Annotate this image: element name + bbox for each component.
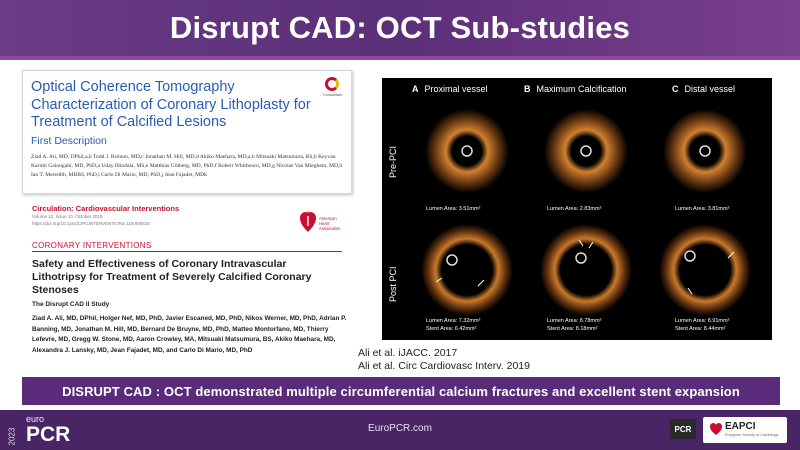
heart-icon xyxy=(709,422,723,436)
column-header-b: B Maximum Calcification xyxy=(524,84,627,94)
footer xyxy=(0,410,800,450)
heart-torch-icon xyxy=(299,208,317,234)
logo-year: 2023 xyxy=(7,427,17,446)
logo-pcr: PCR xyxy=(26,423,71,446)
reference-1: Ali et al. iJACC. 2017 xyxy=(358,347,458,359)
conclusion-banner: DISRUPT CAD : OCT demonstrated multiple circumferential calcium fractures and excellent stent expansion xyxy=(22,377,780,405)
row-label-post: Post PCI xyxy=(388,266,398,302)
crossmark-label: CrossMark xyxy=(323,92,343,97)
journal-doi: https://doi.org/10.1161/CIRCINTERVENTIONS.119.008434 xyxy=(32,221,150,226)
logo-euro: euro xyxy=(26,414,45,424)
lumen-area-post-a: Lumen Area: 7.32mm² xyxy=(426,318,481,324)
article-title: Safety and Effectiveness of Coronary Intravascular Lithotripsy for Treatment of Severely Calcified Coronary Stenoses xyxy=(32,258,312,296)
footer-site-link[interactable]: EuroPCR.com xyxy=(368,423,432,434)
aha-logo xyxy=(299,208,359,238)
oct-frame-pre-proximal xyxy=(408,104,526,204)
pcr-badge: PCR xyxy=(670,419,696,439)
article-section: CORONARY INTERVENTIONS xyxy=(32,241,152,250)
eapci-name: EAPCI xyxy=(725,421,756,432)
stent-area-post-c: Stent Area: 8.44mm² xyxy=(675,326,726,332)
paper-card-jacc xyxy=(22,70,352,194)
aha-text-3: Association. xyxy=(319,226,342,231)
row-label-pre: Pre-PCI xyxy=(388,145,398,178)
paper-subtitle: First Description xyxy=(31,134,107,147)
slide-title: Disrupt CAD: OCT Sub-studies xyxy=(169,10,631,45)
journal-name: Circulation: Cardiovascular Interventions xyxy=(32,204,180,213)
oct-frame-pre-maxcalc xyxy=(527,104,645,204)
crossmark-icon xyxy=(323,77,341,101)
references xyxy=(358,347,530,373)
section-divider xyxy=(32,251,342,252)
eapci-logo xyxy=(703,417,787,443)
oct-frame-post-proximal xyxy=(408,220,526,320)
stent-area-post-a: Stent Area: 6.42mm² xyxy=(426,326,477,332)
aha-text-2: Heart xyxy=(319,221,330,226)
column-header-a: A Proximal vessel xyxy=(412,84,488,94)
lumen-area-post-b: Lumen Area: 8.78mm² xyxy=(547,318,602,324)
reference-2: Ali et al. Circ Cardiovasc Interv. 2019 xyxy=(358,360,530,372)
eapci-subtitle: European Society of Cardiology xyxy=(725,433,779,437)
aha-text-1: American xyxy=(319,216,337,221)
slide-title-bar xyxy=(0,0,800,60)
paper-authors: Ziad A. Ali, MD, DPhil,a,b Todd J. Brinton, MD,c Jonathan M. Hill, MD,d Akiko Maehara, MD,a,b Mitsuaki Matsumura, BS,b Keyvan Karimi Galougahi, MD, PhD,a Uday Illindala, MS,e Matthias Götberg, MD, PhD,f Robert Whitbourn, MD,g Nicolas Van Mieghem, MD,h Ian T. Meredith, MBBS, PhD,i Carlo Di Mario, MD, PhD,j Jean Fajadet, MDk xyxy=(31,153,343,178)
lumen-area-post-c: Lumen Area: 8.91mm² xyxy=(675,318,730,324)
column-header-c: C Distal vessel xyxy=(672,84,736,94)
oct-frame-post-distal xyxy=(646,220,764,320)
lumen-area-pre-c: Lumen Area: 3.81mm² xyxy=(675,206,730,212)
study-name: The Disrupt CAD II Study xyxy=(32,301,110,308)
paper-card-circ xyxy=(22,200,352,372)
lumen-area-pre-b: Lumen Area: 2.83mm² xyxy=(547,206,602,212)
lumen-area-pre-a: Lumen Area: 3.51mm² xyxy=(426,206,481,212)
oct-image-panel xyxy=(382,78,772,340)
article-authors: Ziad A. Ali, MD, DPhil, Holger Nef, MD, PhD, Javier Escaned, MD, PhD, Nikos Werner, MD, PhD, Adrian P. Banning, MD, Jonathan M. Hill, MD, Bernard De Bruyne, MD, PhD, Matteo Montorfano, MD, Thierry Lefevre, MD, Gregg W. Stone, MD, Aaron Crowley, MA, Mitsuaki Matsumura, BS, Akiko Maehara, MD, Alexandra J. Lansky, MD, Jean Fajadet, MD, and Carlo Di Mario, MD, PhD xyxy=(32,315,347,354)
oct-frame-pre-distal xyxy=(646,104,764,204)
paper-title: Optical Coherence Tomography Characterization of Coronary Lithoplasty for Treatment of Calcified Lesions xyxy=(31,79,311,130)
oct-frame-post-maxcalc xyxy=(527,220,645,320)
stent-area-post-b: Stent Area: 8.18mm² xyxy=(547,326,598,332)
journal-issue: Volume 12, Issue 10, October 2019 xyxy=(32,214,103,219)
